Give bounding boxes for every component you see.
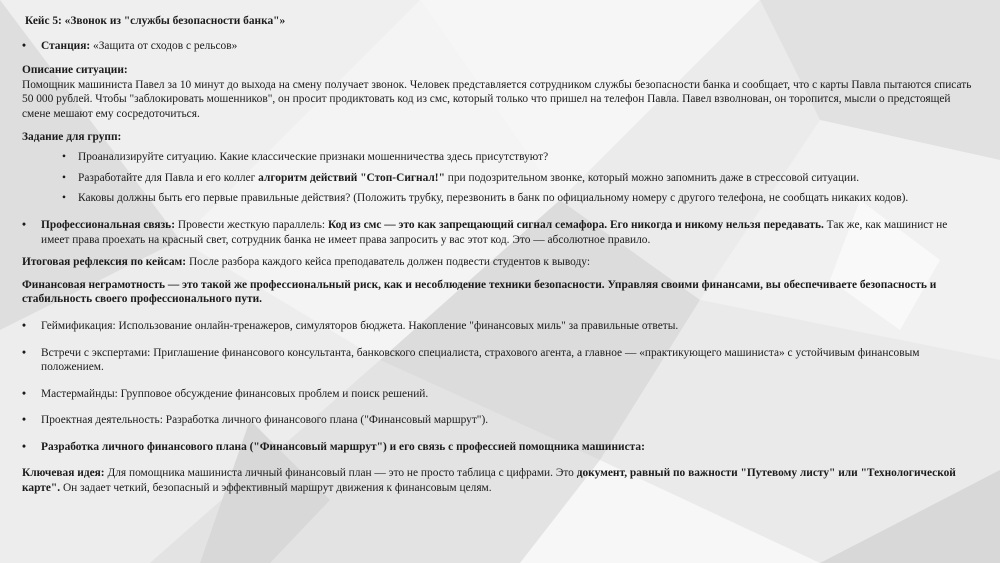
- station-item: [22, 39, 974, 54]
- plan-item: • Разработка личного финансового плана ("Финансовый маршрут") и его связь с профессией помощника машиниста:: [22, 440, 974, 455]
- case-title: Кейс 5: «Звонок из "службы безопасности банка"»: [25, 15, 286, 27]
- task-heading: Задание для групп:: [22, 130, 122, 143]
- station-label: Станция:: [41, 39, 91, 52]
- task-item-1: • Проанализируйте ситуацию. Какие классические признаки мошенничества здесь присутствуют?: [22, 150, 974, 165]
- station-text: «Защита от сходов с рельсов»: [90, 39, 238, 52]
- task-item-3: • Каковы должны быть его первые правильные действия? (Положить трубку, перезвонить в банк по официальному номеру с другого телефона, не сообщать никаких кодов).: [22, 191, 974, 206]
- method-item-gamification: • Геймификация: Использование онлайн-тренажеров, симуляторов бюджета. Накопление "финансовых миль" за правильные ответы.: [22, 319, 974, 334]
- situation-text: Помощник машиниста Павел за 10 минут до выхода на смену получает звонок. Человек представляется сотрудником службы безопасности банка и сообщает, что с карты Павла пытаются списать 50 000 рублей. Чтобы "заблокировать мошенников", он просит продиктовать код из смс, который только что пришел на телефон Павла. Павел взволнован, он торопится, мысли о предстоящей смене мешают ему сосредоточиться.: [22, 78, 972, 120]
- method-item-project: • Проектная деятельность: Разработка личного финансового плана ("Финансовый маршрут").: [22, 413, 974, 428]
- conclusion-text: Финансовая неграмотность — это такой же профессиональный риск, как и несоблюдение техники безопасности. Управляя своими финансами, вы обеспечиваете безопасность и стабильность своего профессионального пути.: [22, 278, 937, 306]
- task-item-2: • Разработайте для Павла и его коллег алгоритм действий "Стоп-Сигнал!" при подозрительном звонке, который можно запомнить даже в стрессовой ситуации.: [22, 171, 974, 186]
- reflection-line: Итоговая рефлексия по кейсам: После разбора каждого кейса преподаватель должен подвести студентов к выводу:: [22, 256, 591, 269]
- method-item-masterminds: • Мастермайнды: Групповое обсуждение финансовых проблем и поиск решений.: [22, 387, 974, 402]
- professional-link-item: • Профессиональная связь: Провести жесткую параллель: Код из смс — это как запрещающий сигнал семафора. Его никогда и никому нельзя передавать. Так же, как машинист не имеет права проехать на красный свет, сотрудник банка не имеет права запросить у вас этот код. Это — абсолютное правило.: [22, 218, 974, 247]
- key-idea: Ключевая идея: Для помощника машиниста личный финансовый план — это не просто таблица с цифрами. Это документ, равный по важности "Путевому листу" или "Технологической карте". Он задает четкий, безопасный и эффективный маршрут движения к финансовым целям.: [22, 467, 956, 495]
- slide-content: [22, 14, 974, 496]
- method-item-experts: • Встречи с экспертами: Приглашение финансового консультанта, банковского специалиста, страхового агента, а главное — «практикующего машиниста» с устойчивым финансовым положением.: [22, 346, 974, 375]
- situation-heading: Описание ситуации:: [22, 64, 128, 77]
